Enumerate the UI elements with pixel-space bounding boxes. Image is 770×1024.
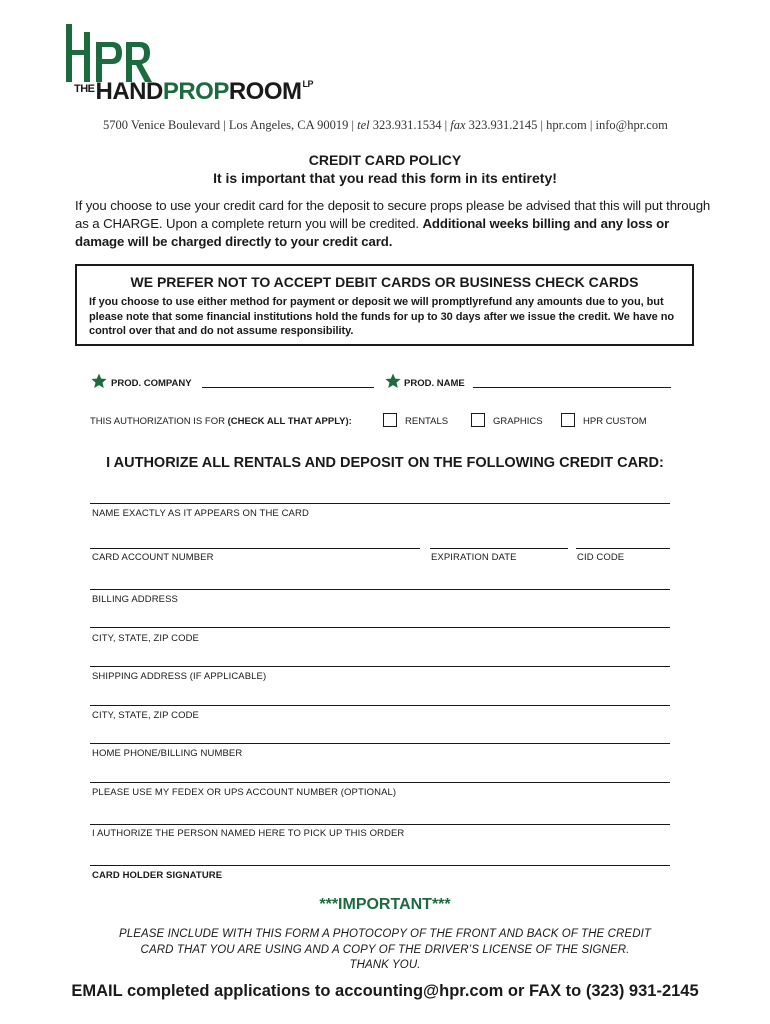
- debit-body: If you choose to use either method for payment or deposit we will promptlyrefund any amounts due to you, but please note that some financial institutions hold the funds for up to 30 days after we issue the credit. We have no control over that and do not assume responsibility.: [89, 296, 675, 337]
- billing-address-label: BILLING ADDRESS: [92, 594, 178, 605]
- logo-the: THE: [74, 83, 95, 95]
- separator: |: [441, 118, 451, 132]
- important-body: [90, 927, 680, 974]
- debit-heading: WE PREFER NOT TO ACCEPT DEBIT CARDS OR BUSINESS CHECK CARDS: [130, 274, 639, 290]
- policy-intro: [75, 197, 715, 251]
- fedex-ups-field[interactable]: [90, 782, 670, 783]
- star-icon: [91, 373, 107, 389]
- card-number-field[interactable]: [90, 548, 420, 549]
- email-link[interactable]: info@hpr.com: [595, 118, 668, 132]
- address-city: Los Angeles, CA 90019: [228, 118, 349, 132]
- authorization-label-bold: (CHECK ALL THAT APPLY):: [227, 416, 352, 427]
- fax-label: fax: [450, 118, 466, 132]
- logo-prop: PROP: [162, 78, 229, 105]
- shipping-address-field[interactable]: [90, 666, 670, 667]
- pickup-person-label: I AUTHORIZE THE PERSON NAMED HERE TO PICK UP THIS ORDER: [92, 828, 405, 839]
- shipping-address-label: SHIPPING ADDRESS (IF APPLICABLE): [92, 671, 267, 682]
- important-line-2: CARD THAT YOU ARE USING AND A COPY OF THE DRIVER’S LICENSE OF THE SIGNER.: [140, 943, 630, 956]
- city-state-zip-label: CITY, STATE, ZIP CODE: [92, 633, 199, 644]
- policy-title: CREDIT CARD POLICY: [308, 152, 462, 168]
- graphics-label: GRAPHICS: [493, 416, 543, 427]
- intro-text: If you choose to use your credit card for the deposit to secure props please be advised that this will put through as a CHARGE. Upon a complete return you will be credited.: [75, 198, 711, 231]
- hpr-custom-label: HPR CUSTOM: [583, 416, 647, 427]
- fax-number: 323.931.2145: [465, 118, 538, 132]
- website-link[interactable]: hpr.com: [546, 118, 587, 132]
- rentals-label: RENTALS: [405, 416, 449, 427]
- shipping-city-state-zip-field[interactable]: [90, 705, 670, 706]
- cid-code-field[interactable]: [576, 548, 670, 549]
- logo-lp: LP: [302, 79, 314, 89]
- important-heading: ***IMPORTANT***: [319, 896, 451, 913]
- expiration-date-label: EXPIRATION DATE: [431, 552, 517, 563]
- name-on-card-label: NAME EXACTLY AS IT APPEARS ON THE CARD: [92, 508, 309, 519]
- policy-subtitle: It is important that you read this form in its entirety!: [213, 170, 557, 186]
- separator: |: [348, 118, 358, 132]
- prod-name-field[interactable]: [473, 387, 671, 388]
- card-number-label: CARD ACCOUNT NUMBER: [92, 552, 214, 563]
- authorization-label: [90, 416, 352, 427]
- star-icon: [385, 373, 401, 389]
- signature-field[interactable]: [90, 865, 670, 866]
- company-address: [103, 118, 668, 133]
- logo-wordmark: [74, 80, 313, 104]
- separator: |: [586, 118, 596, 132]
- city-state-zip-field[interactable]: [90, 627, 670, 628]
- signature-label: CARD HOLDER SIGNATURE: [92, 870, 223, 881]
- intro-bold-text: Additional weeks billing and any loss or damage will be charged directly to your credit card.: [75, 216, 670, 249]
- authorization-label-text: THIS AUTHORIZATION IS FOR: [90, 416, 228, 427]
- separator: |: [537, 118, 547, 132]
- shipping-city-state-zip-label: CITY, STATE, ZIP CODE: [92, 710, 199, 721]
- graphics-checkbox[interactable]: [471, 413, 485, 427]
- important-line-1: PLEASE INCLUDE WITH THIS FORM A PHOTOCOPY OF THE FRONT AND BACK OF THE CREDIT: [118, 928, 652, 940]
- fedex-ups-label: PLEASE USE MY FEDEX OR UPS ACCOUNT NUMBER (OPTIONAL): [92, 787, 397, 798]
- name-on-card-field[interactable]: [90, 503, 670, 504]
- prod-company-label: PROD. COMPANY: [111, 378, 192, 389]
- prod-name-label: PROD. NAME: [404, 378, 465, 389]
- tel-label: tel: [357, 118, 370, 132]
- tel-number: 323.931.1534: [369, 118, 442, 132]
- important-line-3: THANK YOU.: [349, 959, 421, 971]
- prod-company-field[interactable]: [202, 387, 374, 388]
- billing-address-field[interactable]: [90, 589, 670, 590]
- expiration-date-field[interactable]: [430, 548, 568, 549]
- logo-hand: HAND: [95, 78, 163, 105]
- authorize-heading: I AUTHORIZE ALL RENTALS AND DEPOSIT ON THE FOLLOWING CREDIT CARD:: [106, 455, 664, 471]
- rentals-checkbox[interactable]: [383, 413, 397, 427]
- address-street: 5700 Venice Boulevard: [103, 118, 221, 132]
- home-phone-field[interactable]: [90, 743, 670, 744]
- home-phone-label: HOME PHONE/BILLING NUMBER: [92, 748, 243, 759]
- email-footer: EMAIL completed applications to accounting@hpr.com or FAX to (323) 931-2145: [71, 982, 699, 1000]
- pickup-person-field[interactable]: [90, 824, 670, 825]
- hpr-custom-checkbox[interactable]: [561, 413, 575, 427]
- cid-code-label: CID CODE: [577, 552, 625, 563]
- debit-warning-box: [75, 264, 694, 346]
- separator: |: [220, 118, 229, 132]
- logo-room: ROOM: [228, 78, 302, 105]
